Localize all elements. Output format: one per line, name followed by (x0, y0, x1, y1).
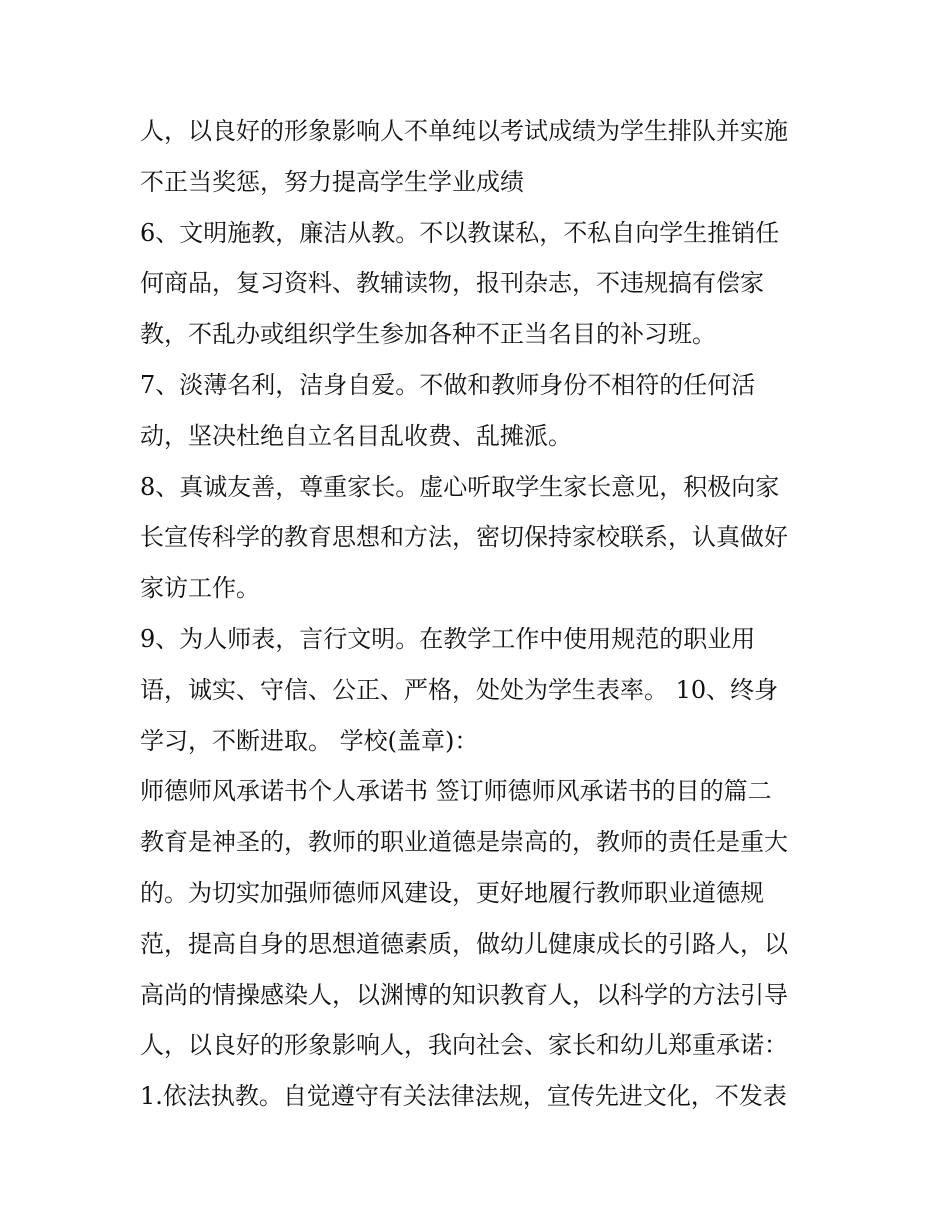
text-line: 8、真诚友善，尊重家长。虚心听取学生家长意见，积极向家 (140, 472, 780, 501)
text-line: 不正当奖惩，努力提高学生学业成绩 (140, 167, 524, 196)
text-line: 学习，不断进取。 学校(盖章)： (140, 726, 479, 755)
text-line: 6、文明施教，廉洁从教。不以教谋私，不私自向学生推销任 (140, 218, 780, 247)
text-line: 人，以良好的形象影响人不单纯以考试成绩为学生排队并实施 (140, 117, 788, 145)
text-line: 家访工作。 (140, 574, 260, 603)
text-line: 教育是神圣的，教师的职业道德是崇高的，教师的责任是重大 (140, 828, 788, 857)
text-line: 师德师风承诺书个人承诺书 签订师德师风承诺书的目的篇二 (140, 777, 772, 806)
text-line: 何商品，复习资料、教辅读物，报刊杂志，不违规搞有偿家 (140, 269, 764, 298)
text-line: 语，诚实、守信、公正、严格，处处为学生表率。 10、终身 (140, 675, 779, 704)
text-line: 范，提高自身的思想道德素质，做幼儿健康成长的引路人，以 (140, 929, 788, 958)
document-body (140, 106, 820, 1122)
text-line: 教，不乱办或组织学生参加各种不正当名目的补习班。 (140, 320, 716, 349)
text-line: 人，以良好的形象影响人，我向社会、家长和幼儿郑重承诺： (140, 1031, 788, 1060)
text-line: 7、淡薄名利，洁身自爱。不做和教师身份不相符的任何活 (140, 370, 756, 399)
text-line: 高尚的情操感染人，以渊博的知识教育人，以科学的方法引导 (140, 980, 788, 1009)
text-line: 1.依法执教。自觉遵守有关法律法规，宣传先进文化，不发表 (140, 1082, 787, 1111)
text-line: 的。为切实加强师德师风建设，更好地履行教师职业道德规 (140, 878, 764, 907)
text-line: 长宣传科学的教育思想和方法，密切保持家校联系，认真做好 (140, 523, 788, 552)
text-line: 9、为人师表，言行文明。在教学工作中使用规范的职业用 (140, 624, 756, 653)
text-line: 动，坚决杜绝自立名目乱收费、乱摊派。 (140, 421, 572, 450)
